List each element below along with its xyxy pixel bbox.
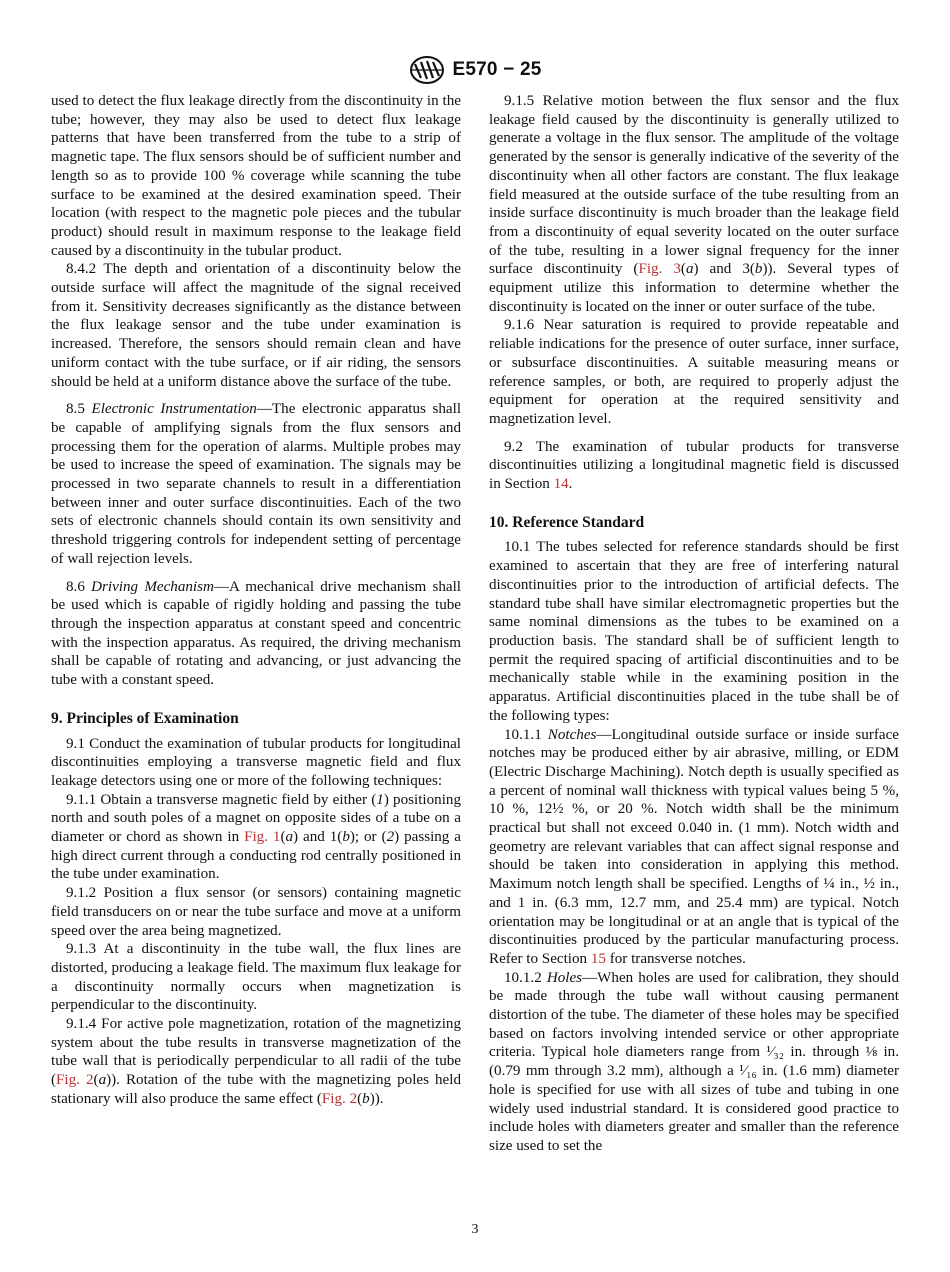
- paragraph-9-1-4: 9.1.4 For active pole magnetization, rotation of the magnetizing system about the tube results in transverse magnetization of the tube wall that is periodically perpendicular to all radii of the tube (Fig. 2(a)). Rotation of the tube with the magnetizing poles held stationary will also produce the same effect (Fig. 2(b)).: [51, 1016, 461, 1107]
- section-heading-9: 9. Principles of Examination: [51, 709, 239, 727]
- fig-2-link[interactable]: Fig. 2: [56, 1072, 94, 1089]
- paragraph-9-1-1: 9.1.1 Obtain a transverse magnetic field by either (1) positioning north and south poles of a magnet on opposite sides of a tube on a diameter or chord as shown in Fig. 1(a) and 1(b); or (2) passing a high direct current through a conducting rod centrally positioned in the tube under examination.: [51, 791, 461, 883]
- page-number: 3: [471, 1222, 479, 1237]
- paragraph-8-4-1-continued: used to detect the flux leakage directly from the discontinuity in the tube; however, they may also be used to detect flux leakage patterns that have been transferred from the tube to a strip of magnetic tape. The flux sensors should be of sufficient number and length so as to provide 100 % coverage while scanning the tube surface to be examined at the desired examination speed. Their location (with respect to the magnetic pole pieces and the tubular product) should result in maximum response to the leakage field caused by a discontinuity in the tubular product.: [51, 93, 461, 259]
- heading-electronic-instrumentation: Electronic Instrumentation: [91, 401, 257, 418]
- heading-holes: Holes: [546, 969, 583, 986]
- fig-2-link-second[interactable]: Fig. 2: [321, 1090, 358, 1107]
- paragraph-10-1-2: 10.1.2 Holes—When holes are used for calibration, they should be made through the tube wall without causing permanent distortion of the tube. The diameter of these holes may be specified based on factors involving intended service or other appropriate criteria. Typical hole diameters range from ¹⁄₃₂ in. through ⅛ in. (0.79 mm through 3.2 mm), although a ¹⁄₁₆ in. (1.6 mm) diameter hole is specified for use with all sizes of tube and tubing in one widely used industrial standard. It is considered good practice to include holes with diameters greater and smaller than the reference size used to set the: [489, 969, 899, 1154]
- paragraph-9-1-3: 9.1.3 At a discontinuity in the tube wall, the flux lines are distorted, producing a leakage field. The maximum flux leakage for a discontinuity normally occurs when magnetization is perpendicular to the discontinuity.: [51, 941, 461, 1014]
- right-column: [489, 92, 899, 1156]
- paragraph-9-1-5: 9.1.5 Relative motion between the flux sensor and the flux leakage field caused by the discontinuity is generally utilized to generate a voltage in the flux sensor. The amplitude of the voltage generated by the sensor is generally indicative of the severity of the discontinuity when all other factors are constant. The flux leakage field measured at the outside surface of the tube resulting from an inside surface discontinuity is much broader than the leakage field from a discontinuity of equal severity located on the outer surface of the tube, resulting in a lower signal frequency for the inner surface discontinuity (Fig. 3(a) and 3(b)). Several types of equipment utilize this information to determine whether the discontinuity is located on the inner or outer surface of the tube.: [489, 93, 899, 315]
- paragraph-9-2: 9.2 The examination of tubular products for transverse discontinuities utilizing a longitudinal magnetic field is discussed in Section 14.: [489, 438, 899, 493]
- heading-notches: Notches: [547, 726, 597, 743]
- paragraph-10-1-1: 10.1.1 Notches—Longitudinal outside surface or inside surface notches may be produced either by air abrasive, milling, or EDM (Electric Discharge Machining). Notch depth is usually specified as a percent of nominal wall thickness with typical values being 5 %, 10 %, 12½ %, or 20 %. Notch width shall be the minimum practical but shall not exceed 0.040 in. (1 mm). Notch width and geometry are relevant variables that can affect signal response and should be taken into consideration in applying this method. Maximum notch length shall be specified. Lengths of ¼ in., ½ in., and 1 in. (6.3 mm, 12.7 mm, and 25.4 mm) are typical. Notch orientation may be longitudinal or at an angle that is typical of the discontinuities produced by the particular manufacturing process. Refer to Section 15 for transverse notches.: [489, 726, 899, 967]
- left-column: [51, 92, 461, 1109]
- paragraph-8-4-2: 8.4.2 The depth and orientation of a discontinuity below the outside surface will affect the magnitude of the signal received from it. Sensitivity decreases significantly as the distance between the flux leakage sensor and the tube under examination is increased. Therefore, the sensors should remain clean and have uniform contact with the tube surface, or if air riding, the sensors should be held at a uniform distance above the surface of the tube.: [51, 261, 461, 390]
- section-15-link[interactable]: 15: [590, 950, 606, 967]
- heading-driving-mechanism: Driving Mechanism: [91, 578, 214, 595]
- paragraph-10-1: 10.1 The tubes selected for reference standards should be first examined to ascertain that they are free of interfering natural discontinuities prior to the introduction of artificial defects. The standard tube shall have similar electromagnetic properties but the same nominal dimensions as the tubes to be examined on a production basis. The standard shall be of sufficient length to permit the required spacing of artificial discontinuities and to be mechanically stable while in the examining position in the apparatus. Artificial discontinuities placed in the tube shall be of the following types:: [489, 539, 899, 724]
- fig-3-link[interactable]: Fig. 3: [638, 261, 681, 278]
- section-14-link[interactable]: 14: [553, 476, 569, 493]
- paragraph-9-1-6: 9.1.6 Near saturation is required to provide repeatable and reliable indications for the presence of outer surface, inner surface, or subsurface discontinuities. A suitable measuring means or reference samples, or both, are required to properly adjust the equipment for operation at the required sensitivity and magnetization level.: [489, 317, 899, 427]
- fig-1-link[interactable]: Fig. 1: [244, 829, 281, 846]
- paragraph-8-5: 8.5 Electronic Instrumentation—The electronic apparatus shall be capable of amplifying signals from the flux sensors and processing them for the operation of alarms. Multiple probes may be used to increase the speed of examination. The signals may be processed in two separate channels to result in a differentiation between inner and outer surface discontinuities. Each of the two sets of electronic channels should contain its own sensitivity and threshold triggering controls for independent setting of percentage of wall rejection levels.: [51, 401, 462, 567]
- paragraph-9-1: 9.1 Conduct the examination of tubular products for longitudinal discontinuities employing a transverse magnetic field and flux leakage detectors using one or more of the following techniques:: [51, 735, 461, 789]
- section-heading-10: 10. Reference Standard: [489, 513, 645, 531]
- standard-designation: E570 − 25: [452, 59, 542, 80]
- paragraph-8-6: 8.6 Driving Mechanism—A mechanical drive mechanism shall be used which is capable of rigidly holding and passing the tube through the inspection apparatus at constant speed and concentric with the inspection apparatus. As required, the driving mechanism shall be capable of rotating and advancing, or just advancing the tube with a constant speed.: [51, 578, 462, 689]
- page-header: [0, 52, 950, 88]
- astm-logo-icon: [409, 55, 445, 85]
- paragraph-9-1-2: 9.1.2 Position a flux sensor (or sensors) containing magnetic field transducers on or near the tube surface and move at a uniform speed over the area being magnetized.: [51, 885, 461, 939]
